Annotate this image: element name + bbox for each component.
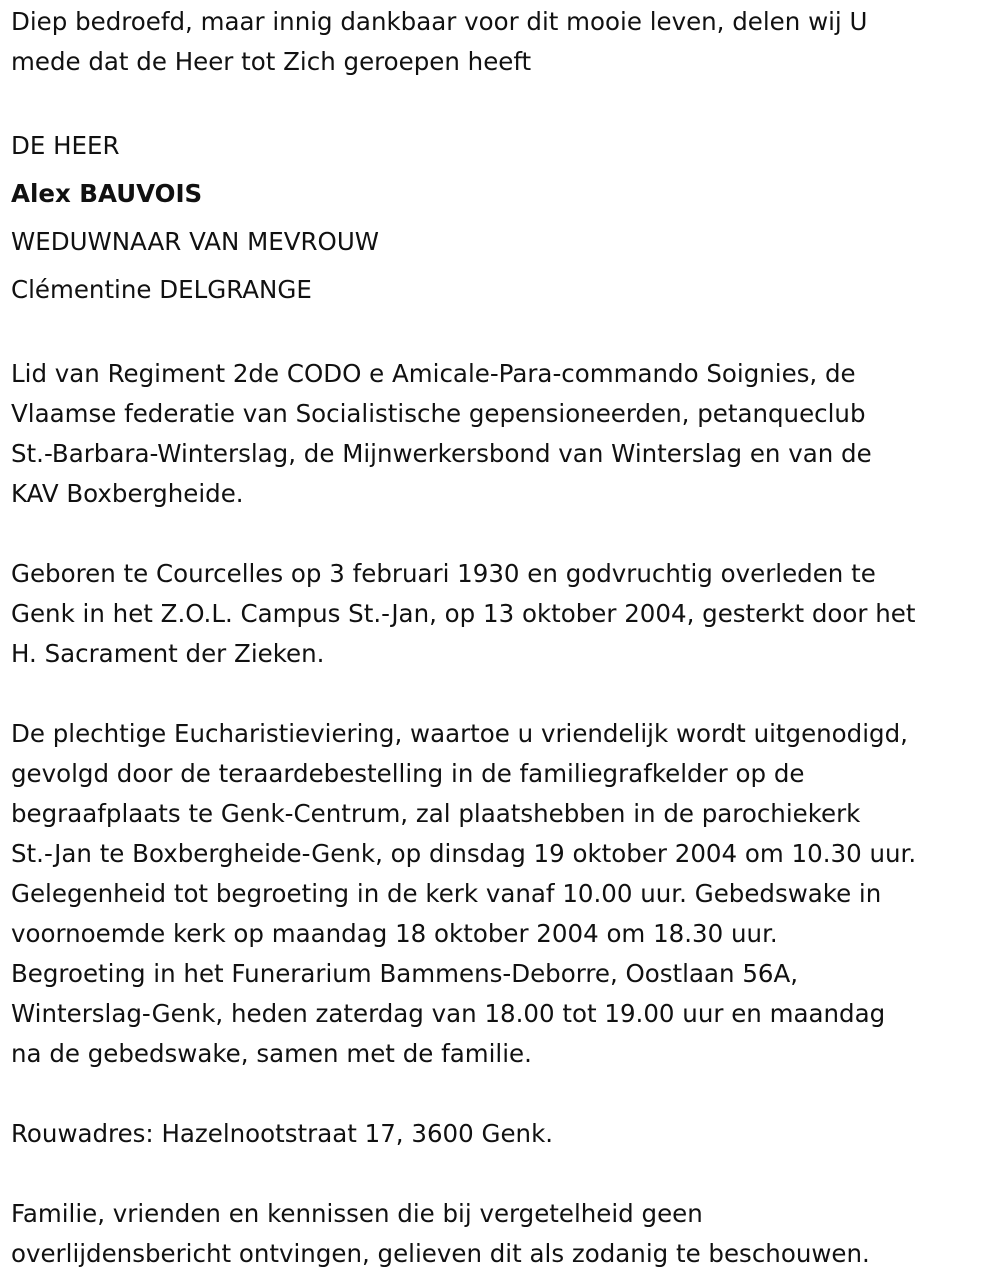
birth-death-paragraph: Geboren te Courcelles op 3 februari 1930 en godvruchtig overleden te Genk in het Z.O.L. Campus St.-Jan, op 13 oktober 2004, gesterkt door het H. Sacrament der Zieken. xyxy=(11,559,916,668)
mourning-address: Rouwadres: Hazelnootstraat 17, 3600 Genk. xyxy=(11,1119,554,1148)
widower-line: WEDUWNAAR VAN MEVROUW xyxy=(11,227,379,256)
memberships-paragraph: Lid van Regiment 2de CODO e Amicale-Para-commando Soignies, de Vlaamse federatie van Socialistische gepensioneerden, petanqueclub St.-Barbara-Winterslag, de Mijnwerkersbond van Winterslag en van de KAV Boxbergheide. xyxy=(11,359,872,508)
spacer xyxy=(11,1074,988,1114)
title-line: DE HEER xyxy=(11,131,120,160)
ceremony-paragraph: De plechtige Eucharistieviering, waartoe u vriendelijk wordt uitgenodigd, gevolgd door de teraardebestelling in de familiegrafkelder op de begraafplaats te Genk-Centrum, zal plaatshebben in de parochiekerk St.-Jan te Boxbergheide-Genk, op dinsdag 19 oktober 2004 om 10.30 uur. Gelegenheid tot begroeting in de kerk vanaf 10.00 uur. Gebedswake in voornoemde kerk op maandag 18 oktober 2004 om 18.30 uur. Begroeting in het Funerarium Bammens-Deborre, Oostlaan 56A, Winterslag-Genk, heden zaterdag van 18.00 tot 19.00 uur en maandag na de gebedswake, samen met de familie. xyxy=(11,719,917,1068)
spacer xyxy=(11,514,988,554)
closing-paragraph: Familie, vrienden en kennissen die bij vergetelheid geen overlijdensbericht ontvingen, gelieven dit als zodanig te beschouwen. xyxy=(11,1199,870,1268)
spacer xyxy=(11,1154,988,1194)
obituary-notice xyxy=(11,2,988,1274)
spacer xyxy=(11,82,988,122)
spouse-name: Clémentine DELGRANGE xyxy=(11,275,312,304)
spacer xyxy=(11,314,988,354)
intro-paragraph: Diep bedroefd, maar innig dankbaar voor dit mooie leven, delen wij U mede dat de Heer tot Zich geroepen heeft xyxy=(11,7,868,76)
deceased-name: Alex BAUVOIS xyxy=(11,179,203,208)
spacer xyxy=(11,674,988,714)
